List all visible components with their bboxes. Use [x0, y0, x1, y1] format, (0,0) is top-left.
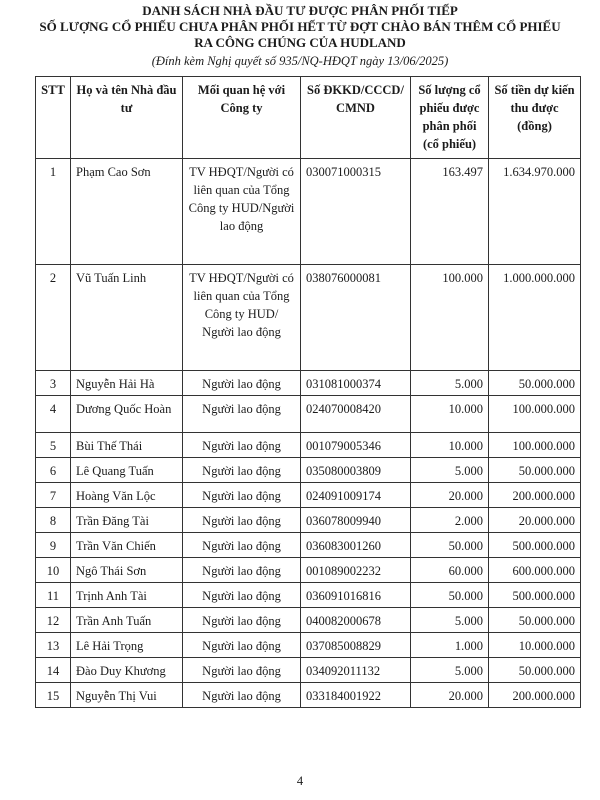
expected-amount-cell: 20.000.000: [489, 508, 581, 533]
table-row: [36, 265, 581, 371]
investor-table: [35, 76, 581, 708]
row-number-cell: 1: [36, 159, 71, 265]
table-row: [36, 433, 581, 458]
relationship-cell: Người lao động: [183, 458, 301, 483]
column-header-investor-name: Họ và tên Nhà đầu tư: [71, 77, 183, 159]
table-row: [36, 533, 581, 558]
expected-amount-cell: 500.000.000: [489, 583, 581, 608]
id-number-cell: 037085008829: [301, 633, 411, 658]
relationship-cell: Người lao động: [183, 608, 301, 633]
row-number-cell: 15: [36, 683, 71, 708]
investor-name-cell: Hoàng Văn Lộc: [71, 483, 183, 508]
relationship-cell: Người lao động: [183, 633, 301, 658]
id-number-cell: 024091009174: [301, 483, 411, 508]
relationship-cell: Người lao động: [183, 396, 301, 433]
expected-amount-cell: 600.000.000: [489, 558, 581, 583]
shares-allocated-cell: 100.000: [411, 265, 489, 371]
id-number-cell: 001089002232: [301, 558, 411, 583]
investor-name-cell: Nguyễn Thị Vui: [71, 683, 183, 708]
document-title-line-3: RA CÔNG CHÚNG CỦA HUDLAND: [194, 35, 406, 50]
row-number-cell: 4: [36, 396, 71, 433]
shares-allocated-cell: 20.000: [411, 683, 489, 708]
row-number-cell: 11: [36, 583, 71, 608]
shares-allocated-cell: 60.000: [411, 558, 489, 583]
relationship-cell: Người lao động: [183, 508, 301, 533]
row-number-cell: 8: [36, 508, 71, 533]
row-number-cell: 5: [36, 433, 71, 458]
investor-name-cell: Nguyễn Hải Hà: [71, 371, 183, 396]
id-number-cell: 024070008420: [301, 396, 411, 433]
id-number-cell: 031081000374: [301, 371, 411, 396]
expected-amount-cell: 100.000.000: [489, 433, 581, 458]
expected-amount-cell: 100.000.000: [489, 396, 581, 433]
investor-name-cell: Lê Quang Tuấn: [71, 458, 183, 483]
shares-allocated-cell: 163.497: [411, 159, 489, 265]
expected-amount-cell: 1.634.970.000: [489, 159, 581, 265]
column-header-amount: Số tiền dự kiến thu được (đồng): [489, 77, 581, 159]
relationship-cell: TV HĐQT/Người có liên quan của Tổng Công ty HUD/Người lao động: [183, 159, 301, 265]
shares-allocated-cell: 10.000: [411, 396, 489, 433]
expected-amount-cell: 10.000.000: [489, 633, 581, 658]
table-row: [36, 583, 581, 608]
expected-amount-cell: 1.000.000.000: [489, 265, 581, 371]
investor-name-cell: Ngô Thái Sơn: [71, 558, 183, 583]
relationship-cell: Người lao động: [183, 483, 301, 508]
document-title-line-2: SỐ LƯỢNG CỔ PHIẾU CHƯA PHÂN PHỐI HẾT TỪ ĐỢT CHÀO BÁN THÊM CỔ PHIẾU: [39, 19, 561, 34]
investor-name-cell: Phạm Cao Sơn: [71, 159, 183, 265]
relationship-cell: TV HĐQT/Người có liên quan của Tổng Công ty HUD/ Người lao động: [183, 265, 301, 371]
row-number-cell: 3: [36, 371, 71, 396]
shares-allocated-cell: 20.000: [411, 483, 489, 508]
column-header-id-number: Số ĐKKD/CCCD/ CMND: [301, 77, 411, 159]
row-number-cell: 14: [36, 658, 71, 683]
expected-amount-cell: 200.000.000: [489, 683, 581, 708]
expected-amount-cell: 50.000.000: [489, 458, 581, 483]
column-header-shares: Số lượng cổ phiếu được phân phối (cổ phiếu): [411, 77, 489, 159]
investor-name-cell: Trần Văn Chiến: [71, 533, 183, 558]
table-row: [36, 483, 581, 508]
id-number-cell: 001079005346: [301, 433, 411, 458]
table-row: [36, 608, 581, 633]
table-body: [36, 159, 581, 708]
relationship-cell: Người lao động: [183, 558, 301, 583]
row-number-cell: 6: [36, 458, 71, 483]
id-number-cell: 040082000678: [301, 608, 411, 633]
table-row: [36, 658, 581, 683]
column-header-stt: STT: [36, 77, 71, 159]
relationship-cell: Người lao động: [183, 533, 301, 558]
shares-allocated-cell: 5.000: [411, 608, 489, 633]
shares-allocated-cell: 50.000: [411, 533, 489, 558]
id-number-cell: 036078009940: [301, 508, 411, 533]
expected-amount-cell: 50.000.000: [489, 608, 581, 633]
relationship-cell: Người lao động: [183, 583, 301, 608]
table-row: [36, 458, 581, 483]
row-number-cell: 10: [36, 558, 71, 583]
id-number-cell: 035080003809: [301, 458, 411, 483]
document-subtitle: (Đính kèm Nghị quyết số 935/NQ-HĐQT ngày 13/06/2025): [151, 54, 449, 68]
relationship-cell: Người lao động: [183, 658, 301, 683]
id-number-cell: 033184001922: [301, 683, 411, 708]
table-row: [36, 371, 581, 396]
investor-name-cell: Lê Hải Trọng: [71, 633, 183, 658]
id-number-cell: 030071000315: [301, 159, 411, 265]
id-number-cell: 034092011132: [301, 658, 411, 683]
table-row: [36, 683, 581, 708]
relationship-cell: Người lao động: [183, 371, 301, 396]
expected-amount-cell: 200.000.000: [489, 483, 581, 508]
id-number-cell: 036091016816: [301, 583, 411, 608]
shares-allocated-cell: 5.000: [411, 371, 489, 396]
relationship-cell: Người lao động: [183, 433, 301, 458]
investor-name-cell: Trần Đăng Tài: [71, 508, 183, 533]
row-number-cell: 12: [36, 608, 71, 633]
investor-name-cell: Dương Quốc Hoàn: [71, 396, 183, 433]
table-row: [36, 159, 581, 265]
table-row: [36, 558, 581, 583]
id-number-cell: 036083001260: [301, 533, 411, 558]
shares-allocated-cell: 1.000: [411, 633, 489, 658]
row-number-cell: 2: [36, 265, 71, 371]
row-number-cell: 13: [36, 633, 71, 658]
document-title-line-1: DANH SÁCH NHÀ ĐẦU TƯ ĐƯỢC PHÂN PHỐI TIẾP: [142, 3, 458, 18]
column-header-relationship: Mối quan hệ với Công ty: [183, 77, 301, 159]
investor-name-cell: Trần Anh Tuấn: [71, 608, 183, 633]
table-header-row: [36, 77, 581, 159]
shares-allocated-cell: 2.000: [411, 508, 489, 533]
table-row: [36, 508, 581, 533]
expected-amount-cell: 50.000.000: [489, 371, 581, 396]
shares-allocated-cell: 50.000: [411, 583, 489, 608]
investor-name-cell: Bùi Thế Thái: [71, 433, 183, 458]
investor-name-cell: Trịnh Anh Tài: [71, 583, 183, 608]
relationship-cell: Người lao động: [183, 683, 301, 708]
page-number: 4: [296, 774, 304, 788]
row-number-cell: 9: [36, 533, 71, 558]
shares-allocated-cell: 5.000: [411, 658, 489, 683]
shares-allocated-cell: 5.000: [411, 458, 489, 483]
row-number-cell: 7: [36, 483, 71, 508]
table-row: [36, 633, 581, 658]
shares-allocated-cell: 10.000: [411, 433, 489, 458]
investor-name-cell: Đào Duy Khương: [71, 658, 183, 683]
table-row: [36, 396, 581, 433]
expected-amount-cell: 50.000.000: [489, 658, 581, 683]
expected-amount-cell: 500.000.000: [489, 533, 581, 558]
investor-name-cell: Vũ Tuấn Linh: [71, 265, 183, 371]
id-number-cell: 038076000081: [301, 265, 411, 371]
